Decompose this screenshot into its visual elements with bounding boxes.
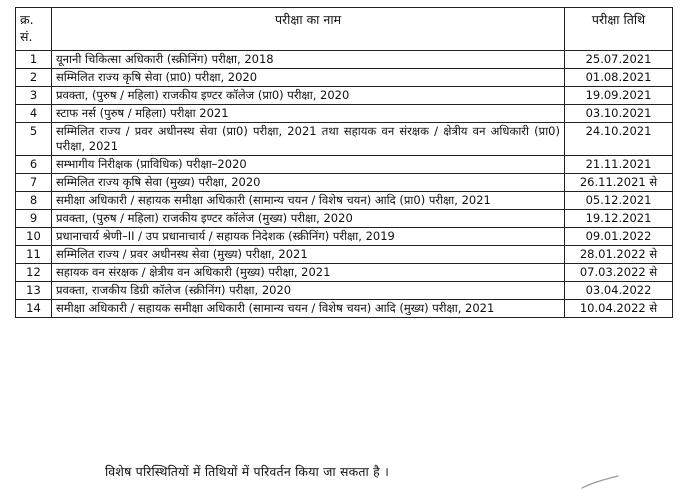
exam-date-cell: 05.12.2021 bbox=[565, 192, 673, 210]
table-row bbox=[16, 300, 673, 318]
serial-number-cell: 10 bbox=[16, 228, 52, 246]
serial-number-cell: 11 bbox=[16, 246, 52, 264]
table-row bbox=[16, 174, 673, 192]
exam-name-cell: समीक्षा अधिकारी / सहायक समीक्षा अधिकारी (सामान्य चयन / विशेष चयन) आदि (प्रा0) परीक्षा, 2021 bbox=[52, 192, 565, 210]
exam-date-cell: 03.10.2021 bbox=[565, 105, 673, 123]
exam-date-cell: 19.12.2021 bbox=[565, 210, 673, 228]
exam-date-cell: 21.11.2021 bbox=[565, 156, 673, 174]
pen-stroke-mark bbox=[580, 474, 620, 490]
serial-number-cell: 8 bbox=[16, 192, 52, 210]
exam-name-cell: सम्मिलित राज्य / प्रवर अधीनस्थ सेवा (मुख्य) परीक्षा, 2021 bbox=[52, 246, 565, 264]
exam-date-cell: 09.01.2022 bbox=[565, 228, 673, 246]
table-row bbox=[16, 228, 673, 246]
exam-name-cell: सहायक वन संरक्षक / क्षेत्रीय वन अधिकारी (मुख्य) परीक्षा, 2021 bbox=[52, 264, 565, 282]
exam-name-cell: सम्भागीय निरीक्षक (प्राविधिक) परीक्षा–2020 bbox=[52, 156, 565, 174]
table-row bbox=[16, 246, 673, 264]
serial-number-cell: 2 bbox=[16, 69, 52, 87]
serial-number-cell: 13 bbox=[16, 282, 52, 300]
exam-date-cell: 25.07.2021 bbox=[565, 51, 673, 69]
exam-name-cell: स्टाफ नर्स (पुरुष / महिला) परीक्षा 2021 bbox=[52, 105, 565, 123]
serial-number-cell: 12 bbox=[16, 264, 52, 282]
exam-name-cell: सम्मिलित राज्य कृषि सेवा (मुख्य) परीक्षा, 2020 bbox=[52, 174, 565, 192]
table-row bbox=[16, 264, 673, 282]
exam-name-cell: समीक्षा अधिकारी / सहायक समीक्षा अधिकारी (सामान्य चयन / विशेष चयन) आदि (मुख्य) परीक्षा, 2021 bbox=[52, 300, 565, 318]
serial-number-cell: 14 bbox=[16, 300, 52, 318]
table-header-row bbox=[16, 8, 673, 51]
table-row bbox=[16, 51, 673, 69]
exam-name-cell: सम्मिलित राज्य कृषि सेवा (प्रा0) परीक्षा, 2020 bbox=[52, 69, 565, 87]
exam-date-cell: 01.08.2021 bbox=[565, 69, 673, 87]
exam-name-cell: प्रवक्ता, (पुरुष / महिला) राजकीय इण्टर कॉलेज (मुख्य) परीक्षा, 2020 bbox=[52, 210, 565, 228]
exam-date-cell: 10.04.2022 से bbox=[565, 300, 673, 318]
serial-number-cell: 9 bbox=[16, 210, 52, 228]
table-row bbox=[16, 123, 673, 156]
table-row bbox=[16, 192, 673, 210]
exam-name-header: परीक्षा का नाम bbox=[52, 8, 565, 51]
exam-date-cell: 28.01.2022 से bbox=[565, 246, 673, 264]
serial-number-cell: 5 bbox=[16, 123, 52, 156]
exam-name-cell: प्रवक्ता, (पुरुष / महिला) राजकीय इण्टर कॉलेज (प्रा0) परीक्षा, 2020 bbox=[52, 87, 565, 105]
exam-date-cell: 07.03.2022 से bbox=[565, 264, 673, 282]
serial-number-cell: 7 bbox=[16, 174, 52, 192]
table-row bbox=[16, 156, 673, 174]
exam-name-cell: यूनानी चिकित्सा अधिकारी (स्क्रीनिंग) परीक्षा, 2018 bbox=[52, 51, 565, 69]
table-row bbox=[16, 210, 673, 228]
serial-number-cell: 4 bbox=[16, 105, 52, 123]
exam-date-cell: 24.10.2021 bbox=[565, 123, 673, 156]
serial-number-header: क्र. सं. bbox=[16, 8, 52, 51]
table-row bbox=[16, 105, 673, 123]
serial-number-cell: 1 bbox=[16, 51, 52, 69]
exam-name-cell: प्रवक्ता, राजकीय डिग्री कॉलेज (स्क्रीनिंग) परीक्षा, 2020 bbox=[52, 282, 565, 300]
exam-name-cell: प्रधानाचार्य श्रेणी–II / उप प्रधानाचार्य / सहायक निदेशक (स्क्रीनिंग) परीक्षा, 2019 bbox=[52, 228, 565, 246]
serial-number-cell: 3 bbox=[16, 87, 52, 105]
table-row bbox=[16, 87, 673, 105]
table-row bbox=[16, 282, 673, 300]
footnote: विशेष परिस्थितियों में तिथियों में परिवर्तन किया जा सकता है । bbox=[105, 464, 390, 479]
exam-date-cell: 03.04.2022 bbox=[565, 282, 673, 300]
table-row bbox=[16, 69, 673, 87]
exam-date-cell: 26.11.2021 से bbox=[565, 174, 673, 192]
exam-date-header: परीक्षा तिथि bbox=[565, 8, 673, 51]
table-body bbox=[16, 51, 673, 318]
exam-schedule-table bbox=[15, 7, 673, 318]
exam-name-cell: सम्मिलित राज्य / प्रवर अधीनस्थ सेवा (प्रा0) परीक्षा, 2021 तथा सहायक वन संरक्षक / क्षेत्रीय वन अधिकारी (प्रा0) परीक्षा, 2021 bbox=[52, 123, 565, 156]
exam-date-cell: 19.09.2021 bbox=[565, 87, 673, 105]
serial-number-cell: 6 bbox=[16, 156, 52, 174]
